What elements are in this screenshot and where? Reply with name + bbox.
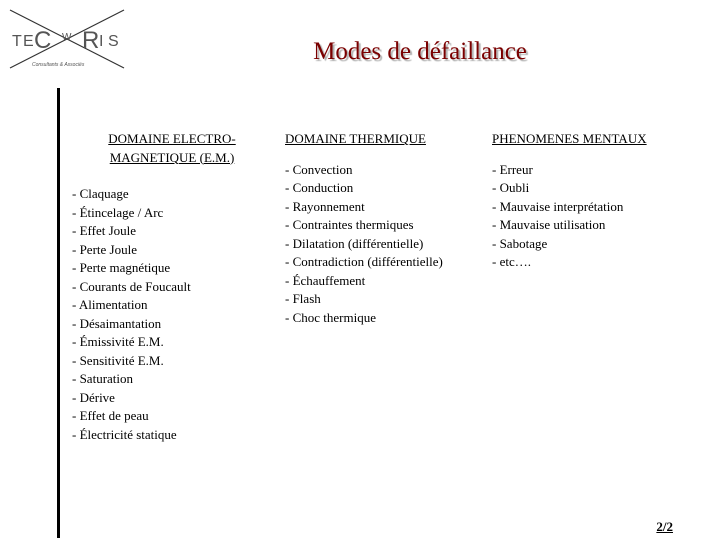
svg-text:R: R: [82, 27, 100, 54]
list-item: - Effet de peau: [72, 408, 149, 423]
svg-text:C: C: [34, 27, 52, 54]
list-item: - Choc thermique: [285, 309, 376, 325]
svg-text:E: E: [23, 33, 34, 50]
list-item: - Dilatation (différentielle): [285, 235, 424, 251]
column-electromagnetique: [72, 130, 272, 444]
list-item: - Contraintes thermiques: [285, 217, 414, 232]
svg-text:T: T: [12, 33, 22, 50]
list-item: - Oubli: [492, 180, 530, 195]
list-item: - etc….: [492, 254, 531, 269]
svg-text:W: W: [62, 32, 72, 43]
list-item: - Mauvaise utilisation: [492, 217, 606, 232]
list-item: - Conduction: [285, 180, 354, 195]
page-number: 2/2: [656, 519, 673, 534]
column-heading-line2: MAGNETIQUE (E.M.): [109, 149, 235, 165]
failure-mode-list: [72, 185, 272, 444]
list-item: - Convection: [285, 161, 353, 177]
column-heading: PHENOMENES MENTAUX: [492, 131, 647, 146]
column-thermique: [285, 130, 485, 327]
list-item: - Mauvaise interprétation: [492, 198, 624, 214]
list-item: - Rayonnement: [285, 198, 365, 214]
list-item: - Émissivité E.M.: [72, 334, 164, 349]
list-item: - Perte magnétique: [72, 260, 171, 275]
list-item: - Perte Joule: [72, 241, 137, 257]
list-item: - Flash: [285, 291, 321, 306]
page-title: Modes de défaillance: [313, 38, 527, 65]
list-item: - Claquage: [72, 186, 129, 201]
company-logo: [8, 8, 128, 72]
list-item: - Saturation: [72, 371, 134, 386]
svg-text:S: S: [108, 33, 119, 50]
failure-mode-list: [285, 161, 485, 328]
list-item: - Sensitivité E.M.: [72, 352, 164, 368]
list-item: - Effet Joule: [72, 223, 137, 238]
list-item: - Échauffement: [285, 272, 366, 288]
list-item: - Désaimantation: [72, 315, 162, 331]
column-heading: DOMAINE THERMIQUE: [285, 131, 426, 146]
column-phenomenes-mentaux: [492, 130, 692, 272]
list-item: - Sabotage: [492, 235, 548, 251]
logo-subtitle: Consultants & Associés: [32, 62, 85, 68]
list-item: - Courants de Foucault: [72, 278, 191, 294]
failure-mode-list: [492, 161, 692, 272]
column-heading-line1: DOMAINE ELECTRO-: [108, 131, 236, 146]
left-divider: [57, 88, 60, 538]
list-item: - Dérive: [72, 389, 115, 405]
list-item: - Erreur: [492, 161, 533, 177]
column-heading: [72, 130, 272, 167]
list-item: - Électricité statique: [72, 426, 177, 442]
list-item: - Alimentation: [72, 297, 148, 312]
list-item: - Contradiction (différentielle): [285, 254, 443, 269]
list-item: - Étincelage / Arc: [72, 204, 164, 220]
svg-text:I: I: [99, 33, 104, 50]
